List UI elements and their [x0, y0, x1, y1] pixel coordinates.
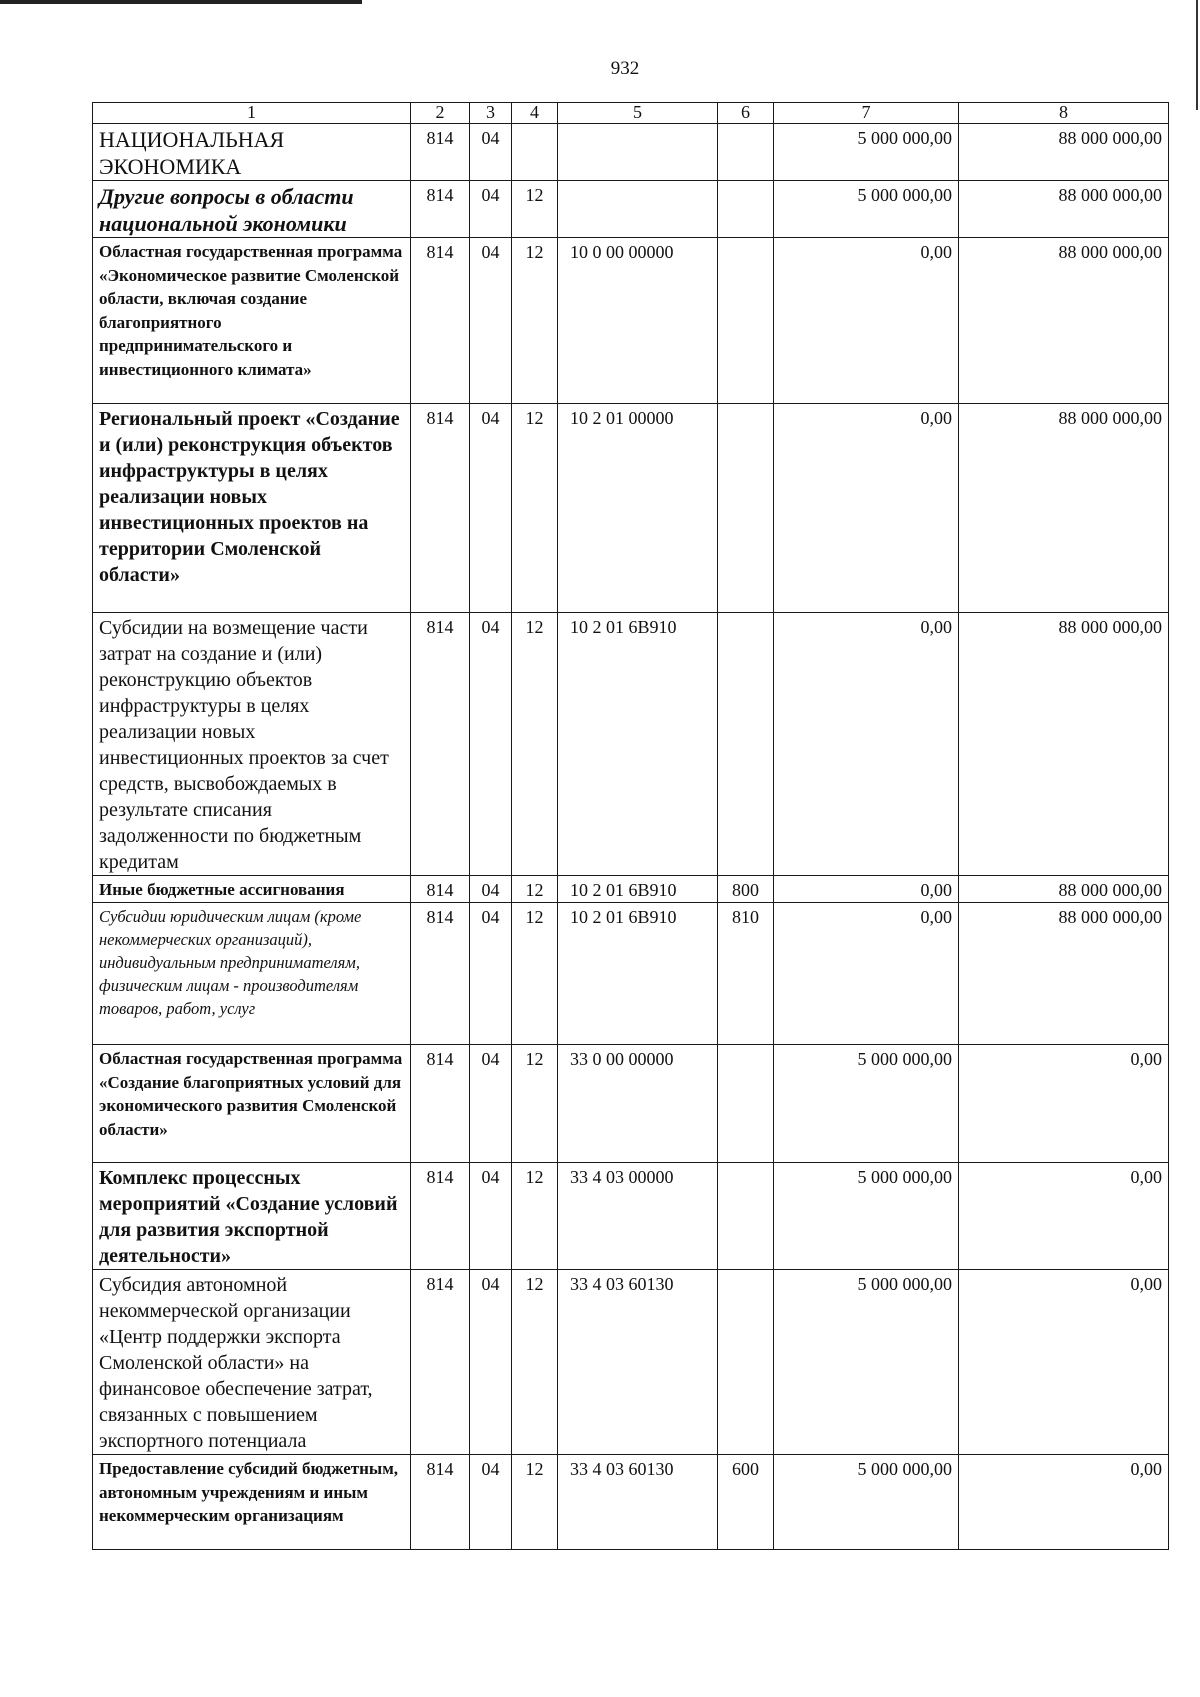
- column-header: 6: [718, 103, 774, 124]
- ministry-code: 814: [411, 1163, 470, 1270]
- budget-table: [92, 102, 1169, 1550]
- table-row: [93, 238, 1169, 404]
- row-name: НАЦИОНАЛЬНАЯ ЭКОНОМИКА: [93, 124, 411, 181]
- top-edge-line: [0, 0, 362, 4]
- target-article-code: [558, 124, 718, 181]
- ministry-code: 814: [411, 404, 470, 613]
- section-code: 04: [470, 903, 512, 1045]
- subsection-code: 12: [512, 181, 558, 238]
- amount-col8: 88 000 000,00: [959, 903, 1169, 1045]
- target-article-code: 10 2 01 00000: [558, 404, 718, 613]
- expense-type-code: 600: [718, 1455, 774, 1550]
- table-row: [93, 876, 1169, 903]
- expense-type-code: [718, 1045, 774, 1163]
- row-name: Субсидии на возмещение части затрат на создание и (или) реконструкцию объектов инфраструктуры в целях реализации новых инвестиционных проектов за счет средств, высвобождаемых в результате списания задолженности по бюджетным кредитам: [93, 613, 411, 876]
- table-row: [93, 1455, 1169, 1550]
- expense-type-code: [718, 1163, 774, 1270]
- amount-col7: 5 000 000,00: [774, 124, 959, 181]
- row-name: Иные бюджетные ассигнования: [93, 876, 411, 903]
- expense-type-code: [718, 181, 774, 238]
- ministry-code: 814: [411, 1455, 470, 1550]
- table-row: [93, 903, 1169, 1045]
- amount-col7: 0,00: [774, 238, 959, 404]
- expense-type-code: [718, 1270, 774, 1455]
- subsection-code: [512, 124, 558, 181]
- ministry-code: 814: [411, 124, 470, 181]
- table-row: [93, 1045, 1169, 1163]
- page-number: 932: [610, 58, 640, 79]
- column-header: 8: [959, 103, 1169, 124]
- column-header: 2: [411, 103, 470, 124]
- amount-col8: 88 000 000,00: [959, 124, 1169, 181]
- amount-col8: 88 000 000,00: [959, 876, 1169, 903]
- row-name: Областная государственная программа «Создание благоприятных условий для экономического развития Смоленской области»: [93, 1045, 411, 1163]
- target-article-code: 10 2 01 6В910: [558, 903, 718, 1045]
- amount-col8: 88 000 000,00: [959, 404, 1169, 613]
- ministry-code: 814: [411, 238, 470, 404]
- amount-col7: 0,00: [774, 876, 959, 903]
- ministry-code: 814: [411, 876, 470, 903]
- right-edge-line: [1196, 0, 1198, 110]
- section-code: 04: [470, 404, 512, 613]
- subsection-code: 12: [512, 404, 558, 613]
- ministry-code: 814: [411, 181, 470, 238]
- subsection-code: 12: [512, 1045, 558, 1163]
- column-header: 7: [774, 103, 959, 124]
- subsection-code: 12: [512, 903, 558, 1045]
- row-name: Субсидии юридическим лицам (кроме некоммерческих организаций), индивидуальным предпринимателям, физическим лицам - производителям товаров, работ, услуг: [93, 903, 411, 1045]
- amount-col7: 0,00: [774, 404, 959, 613]
- ministry-code: 814: [411, 1045, 470, 1163]
- amount-col7: 0,00: [774, 903, 959, 1045]
- target-article-code: 33 4 03 60130: [558, 1455, 718, 1550]
- row-name: Комплекс процессных мероприятий «Создание условий для развития экспортной деятельности»: [93, 1163, 411, 1270]
- section-code: 04: [470, 876, 512, 903]
- subsection-code: 12: [512, 876, 558, 903]
- target-article-code: 33 4 03 00000: [558, 1163, 718, 1270]
- section-code: 04: [470, 1163, 512, 1270]
- amount-col8: 0,00: [959, 1163, 1169, 1270]
- column-number-row: [93, 103, 1169, 124]
- amount-col8: 0,00: [959, 1045, 1169, 1163]
- subsection-code: 12: [512, 1270, 558, 1455]
- expense-type-code: 800: [718, 876, 774, 903]
- subsection-code: 12: [512, 238, 558, 404]
- amount-col8: 88 000 000,00: [959, 181, 1169, 238]
- table-row: [93, 404, 1169, 613]
- expense-type-code: [718, 124, 774, 181]
- table-row: [93, 181, 1169, 238]
- section-code: 04: [470, 124, 512, 181]
- amount-col8: 88 000 000,00: [959, 613, 1169, 876]
- amount-col7: 5 000 000,00: [774, 181, 959, 238]
- section-code: 04: [470, 1270, 512, 1455]
- section-code: 04: [470, 1455, 512, 1550]
- amount-col8: 88 000 000,00: [959, 238, 1169, 404]
- table-row: [93, 1270, 1169, 1455]
- amount-col8: 0,00: [959, 1455, 1169, 1550]
- section-code: 04: [470, 1045, 512, 1163]
- table-row: [93, 124, 1169, 181]
- section-code: 04: [470, 181, 512, 238]
- subsection-code: 12: [512, 1455, 558, 1550]
- column-header: 3: [470, 103, 512, 124]
- target-article-code: [558, 181, 718, 238]
- amount-col7: 5 000 000,00: [774, 1045, 959, 1163]
- expense-type-code: [718, 613, 774, 876]
- amount-col7: 5 000 000,00: [774, 1163, 959, 1270]
- ministry-code: 814: [411, 1270, 470, 1455]
- amount-col7: 0,00: [774, 613, 959, 876]
- target-article-code: 33 0 00 00000: [558, 1045, 718, 1163]
- row-name: Региональный проект «Создание и (или) реконструкция объектов инфраструктуры в целях реализации новых инвестиционных проектов на территории Смоленской области»: [93, 404, 411, 613]
- target-article-code: 33 4 03 60130: [558, 1270, 718, 1455]
- expense-type-code: [718, 404, 774, 613]
- column-header: 1: [93, 103, 411, 124]
- expense-type-code: 810: [718, 903, 774, 1045]
- table-row: [93, 613, 1169, 876]
- subsection-code: 12: [512, 613, 558, 876]
- row-name: Другие вопросы в области национальной экономики: [93, 181, 411, 238]
- table-row: [93, 1163, 1169, 1270]
- amount-col7: 5 000 000,00: [774, 1270, 959, 1455]
- target-article-code: 10 2 01 6В910: [558, 876, 718, 903]
- expense-type-code: [718, 238, 774, 404]
- amount-col8: 0,00: [959, 1270, 1169, 1455]
- target-article-code: 10 2 01 6В910: [558, 613, 718, 876]
- row-name: Областная государственная программа «Экономическое развитие Смоленской области, включая создание благоприятного предпринимательского и инвестиционного климата»: [93, 238, 411, 404]
- section-code: 04: [470, 238, 512, 404]
- amount-col7: 5 000 000,00: [774, 1455, 959, 1550]
- ministry-code: 814: [411, 903, 470, 1045]
- row-name: Субсидия автономной некоммерческой организации «Центр поддержки экспорта Смоленской области» на финансовое обеспечение затрат, связанных с повышением экспортного потенциала: [93, 1270, 411, 1455]
- column-header: 4: [512, 103, 558, 124]
- row-name: Предоставление субсидий бюджетным, автономным учреждениям и иным некоммерческим организациям: [93, 1455, 411, 1550]
- ministry-code: 814: [411, 613, 470, 876]
- section-code: 04: [470, 613, 512, 876]
- subsection-code: 12: [512, 1163, 558, 1270]
- target-article-code: 10 0 00 00000: [558, 238, 718, 404]
- column-header: 5: [558, 103, 718, 124]
